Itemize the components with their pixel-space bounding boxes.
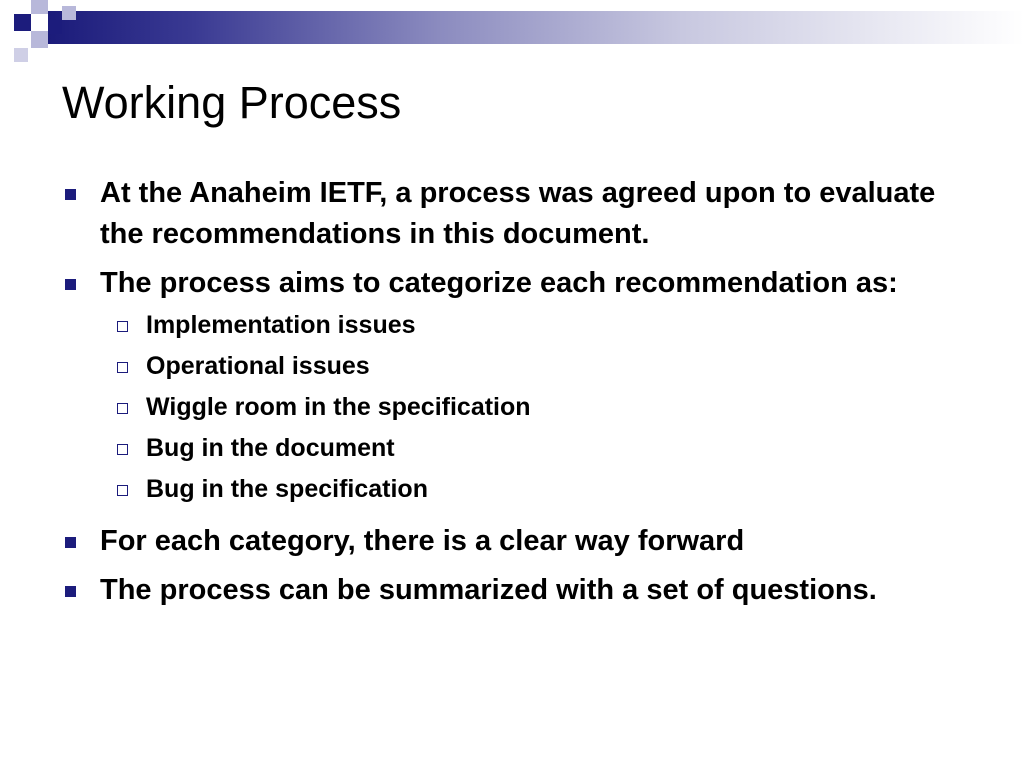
bullet-text: At the Anaheim IETF, a process was agreed upon to evaluate the recommendations in this document. [100,177,936,250]
sub-bullet-item [100,308,962,349]
decorative-square [14,14,31,31]
sub-bullet-item [100,390,962,431]
decorative-square [62,6,76,20]
bullet-item [62,263,962,513]
decorative-square [14,48,28,62]
bullet-list [62,173,962,619]
bullet-item [62,173,962,255]
hollow-square-bullet-icon [117,321,128,332]
slide-title: Working Process [62,77,402,128]
sub-bullet-item [100,472,962,513]
bullet-text: For each category, there is a clear way forward [100,525,745,557]
sub-bullet-text: Wiggle room in the specification [146,393,531,421]
hollow-square-bullet-icon [117,444,128,455]
hollow-square-bullet-icon [117,362,128,373]
sub-bullet-text: Bug in the document [146,434,395,462]
decorative-square [48,20,62,34]
bullet-text: The process aims to categorize each recommendation as: [100,267,898,299]
bullet-text: The process can be summarized with a set of questions. [100,574,877,606]
filled-square-bullet-icon [65,279,76,290]
sub-bullet-text: Operational issues [146,352,370,380]
filled-square-bullet-icon [65,189,76,200]
hollow-square-bullet-icon [117,403,128,414]
sub-bullet-item [100,349,962,390]
hollow-square-bullet-icon [117,485,128,496]
filled-square-bullet-icon [65,537,76,548]
decorative-square [31,31,48,48]
bullet-item [62,570,962,611]
header-decoration [0,0,1024,60]
sub-bullet-text: Implementation issues [146,311,416,339]
filled-square-bullet-icon [65,586,76,597]
sub-bullet-list [100,308,962,513]
bullet-item [62,521,962,562]
sub-bullet-item [100,431,962,472]
header-gradient-bar [48,11,1024,44]
decorative-square [31,0,48,14]
sub-bullet-text: Bug in the specification [146,475,428,503]
